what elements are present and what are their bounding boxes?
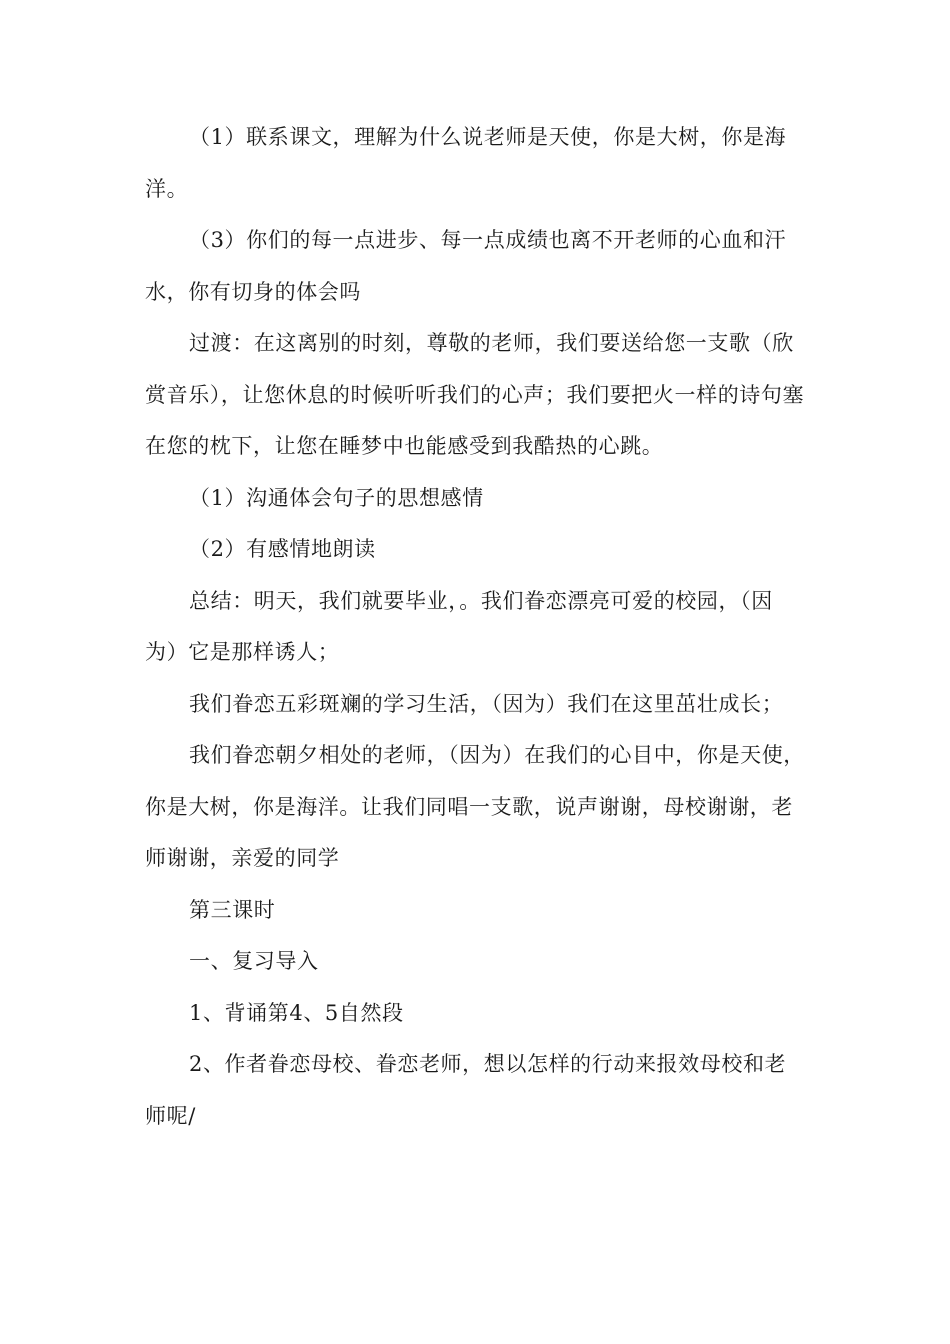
paragraph-read-aloud: （2）有感情地朗读 bbox=[189, 537, 376, 561]
list-item-recite: 1、背诵第4、5自然段 bbox=[189, 1000, 404, 1025]
paragraph-transition: 过渡：在这离别的时刻，尊敬的老师，我们要送给您一支歌（欣赏音乐），让您休息的时候听听我们的心声；我们要把火一样的诗句塞在您的枕下，让您在睡梦中也能感受到我酷热的心跳。 bbox=[145, 331, 805, 458]
list-item-author-action: 2、作者眷恋母校、眷恋老师，想以怎样的行动来报效母校和老师呢/ bbox=[145, 1052, 787, 1128]
paragraph-progress-teacher: （3）你们的每一点进步、每一点成绩也离不开老师的心血和汗水，你有切身的体会吗 bbox=[145, 228, 787, 304]
paragraph-teachers: 我们眷恋朝夕相处的老师，（因为）在我们的心目中，你是天使，你是大树，你是海洋。让我们同唱一支歌，说声谢谢，母校谢谢，老师谢谢，亲爱的同学 bbox=[145, 743, 805, 870]
section-heading-third-lesson: 第三课时 bbox=[189, 897, 276, 922]
paragraph-sentence-feeling: （1）沟通体会句子的思想感情 bbox=[189, 485, 484, 510]
paragraph-summary: 总结：明天，我们就要毕业，。我们眷恋漂亮可爱的校园，（因为）它是那样诱人； bbox=[145, 588, 773, 664]
paragraph-study-life: 我们眷恋五彩斑斓的学习生活，（因为）我们在这里茁壮成长； bbox=[189, 691, 784, 716]
document-body bbox=[145, 112, 805, 1142]
paragraph-understand-teacher: （1）联系课文，理解为什么说老师是天使，你是大树，你是海洋。 bbox=[145, 125, 787, 201]
section-heading-review: 一、复习导入 bbox=[189, 949, 319, 973]
